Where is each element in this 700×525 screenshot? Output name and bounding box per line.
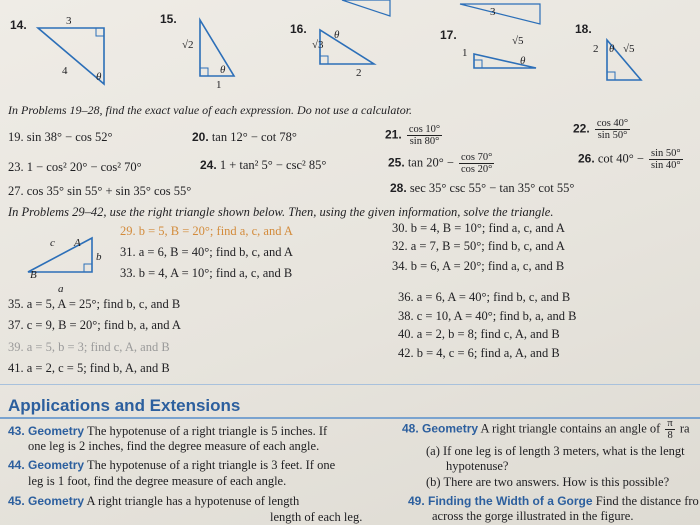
problem-48 bbox=[402, 418, 690, 441]
problem-45-line2: length of each leg. bbox=[270, 510, 363, 524]
angle-label-A: A bbox=[74, 237, 81, 249]
problem-expression: 1 + tan² 5° − csc² 85° bbox=[219, 158, 327, 172]
problem-39: 39. a = 5, b = 3; find c, A, and B bbox=[8, 340, 170, 354]
figure-16 bbox=[290, 0, 400, 85]
problem-expression: cot 40° − bbox=[597, 151, 644, 166]
problem-23: 23. 1 − cos² 20° − cos² 70° bbox=[8, 160, 142, 174]
figure-number: 17. bbox=[440, 28, 457, 42]
problem-text: The hypotenuse of a right triangle is 5 inches. If bbox=[86, 424, 328, 438]
problem-expression: sec 35° csc 55° − tan 35° cot 55° bbox=[409, 181, 575, 195]
problem-45 bbox=[8, 494, 299, 509]
problem-text: A right triangle has a hypotenuse of length bbox=[86, 494, 300, 508]
problem-26 bbox=[578, 148, 685, 171]
fraction bbox=[665, 418, 674, 441]
problem-22 bbox=[573, 118, 632, 141]
side-label: 2 bbox=[356, 67, 362, 79]
numerator: sin 50° bbox=[651, 148, 681, 159]
instruction-problems-29-42: In Problems 29–42, use the right triangle shown below. Then, using the given information, solve the triangle. bbox=[8, 205, 554, 219]
section-title: Applications and Extensions bbox=[8, 396, 241, 415]
problem-title: 44. Geometry bbox=[8, 458, 85, 472]
triangle-figure-16 bbox=[290, 0, 400, 85]
problem-34: 34. b = 6, A = 20°; find a, c, and B bbox=[392, 259, 565, 273]
problem-25 bbox=[388, 152, 496, 175]
problem-text-end: ra bbox=[679, 421, 690, 436]
problem-43-line2: one leg is 2 inches, find the degree measure of each angle. bbox=[28, 439, 320, 453]
problem-number: 20. bbox=[192, 130, 209, 144]
problem-33: 33. b = 4, A = 10°; find a, c, and B bbox=[120, 266, 293, 280]
problem-number: 28. bbox=[390, 181, 407, 195]
problem-27: 27. cos 35° sin 55° + sin 35° cos 55° bbox=[8, 184, 192, 198]
figure-number: 14. bbox=[10, 18, 27, 32]
section-divider bbox=[0, 384, 700, 385]
problem-20 bbox=[192, 130, 297, 144]
problem-expression: tan 20° − bbox=[407, 155, 454, 170]
angle-label: θ bbox=[520, 55, 526, 67]
side-label: √5 bbox=[512, 35, 524, 47]
angle-label: θ bbox=[96, 71, 102, 83]
numerator: cos 10° bbox=[408, 124, 441, 135]
side-label: 1 bbox=[216, 79, 222, 91]
problem-29: 29. b = 5, B = 20°; find a, c, and A bbox=[120, 224, 293, 238]
side-label: 4 bbox=[62, 65, 68, 77]
figure-number: 16. bbox=[290, 22, 307, 36]
side-label-c: c bbox=[50, 237, 55, 249]
side-label: 2 bbox=[593, 43, 599, 55]
side-label: √3 bbox=[312, 39, 324, 51]
problem-38: 38. c = 10, A = 40°; find b, a, and B bbox=[398, 309, 577, 323]
problem-49-line2: across the gorge illustrated in the figure. bbox=[432, 509, 634, 523]
problem-number: 26. bbox=[578, 151, 595, 166]
angle-label: θ bbox=[609, 43, 615, 55]
problem-35: 35. a = 5, A = 25°; find b, c, and B bbox=[8, 297, 181, 311]
denominator: 8 bbox=[667, 430, 673, 441]
denominator: sin 40° bbox=[651, 160, 681, 171]
problem-28 bbox=[390, 181, 574, 195]
instruction-problems-19-28: In Problems 19–28, find the exact value of each expression. Do not use a calculator. bbox=[8, 103, 413, 117]
side-label: 3 bbox=[66, 15, 72, 27]
side-label: √5 bbox=[623, 43, 635, 55]
problem-text: The hypotenuse of a right triangle is 3 feet. If one bbox=[86, 458, 336, 472]
problem-text: Find the distance fro bbox=[595, 494, 699, 508]
problem-43 bbox=[8, 424, 327, 439]
problem-42: 42. b = 4, c = 6; find a, A, and B bbox=[398, 346, 560, 360]
numerator: π bbox=[667, 418, 673, 429]
problem-30: 30. b = 4, B = 10°; find a, c, and A bbox=[392, 221, 565, 235]
fraction bbox=[649, 148, 683, 171]
problem-title: 43. Geometry bbox=[8, 424, 85, 438]
side-label-b: b bbox=[96, 251, 102, 263]
problem-49 bbox=[408, 494, 699, 509]
problem-41: 41. a = 2, c = 5; find b, A, and B bbox=[8, 361, 170, 375]
side-label: √2 bbox=[182, 39, 194, 51]
figure-18 bbox=[575, 18, 685, 98]
fraction bbox=[407, 124, 442, 147]
problem-number: 21. bbox=[385, 127, 402, 142]
problem-number: 24. bbox=[200, 158, 217, 172]
problem-text: A right triangle contains an angle of bbox=[480, 421, 661, 436]
problem-title: 45. Geometry bbox=[8, 494, 85, 508]
denominator: sin 50° bbox=[597, 130, 628, 141]
problem-24 bbox=[200, 158, 326, 172]
problem-48a: (a) If one leg is of length 3 meters, what is the lengt bbox=[426, 444, 685, 458]
problem-44 bbox=[8, 458, 335, 473]
problem-number: 22. bbox=[573, 121, 590, 136]
figure-number: 15. bbox=[160, 12, 177, 26]
fraction bbox=[459, 152, 494, 175]
problem-19: 19. sin 38° − cos 52° bbox=[8, 130, 113, 144]
problem-31: 31. a = 6, B = 40°; find b, c, and A bbox=[120, 245, 293, 259]
fraction bbox=[595, 118, 630, 141]
angle-label: θ bbox=[220, 64, 226, 76]
side-label: 3 bbox=[490, 6, 496, 18]
numerator: cos 70° bbox=[461, 152, 493, 163]
problem-32: 32. a = 7, B = 50°; find b, c, and A bbox=[392, 239, 565, 253]
problem-36: 36. a = 6, A = 40°; find b, c, and B bbox=[398, 290, 571, 304]
problem-expression: tan 12° − cot 78° bbox=[211, 130, 297, 144]
figure-number: 18. bbox=[575, 22, 592, 36]
side-label: 1 bbox=[462, 47, 468, 59]
denominator: sin 80° bbox=[409, 136, 440, 147]
problem-44-line2: leg is 1 foot, find the degree measure of each angle. bbox=[28, 474, 287, 488]
problem-48a-line2: hypotenuse? bbox=[446, 459, 509, 473]
problem-48b: (b) There are two answers. How is this possible? bbox=[426, 475, 670, 489]
figure-15 bbox=[160, 8, 250, 93]
problem-40: 40. a = 2, b = 8; find c, A, and B bbox=[398, 327, 560, 341]
reference-triangle bbox=[22, 226, 102, 296]
problem-title: 48. Geometry bbox=[402, 421, 479, 436]
problem-title: 49. Finding the Width of a Gorge bbox=[408, 494, 593, 508]
denominator: cos 20° bbox=[461, 164, 493, 175]
problem-37: 37. c = 9, B = 20°; find b, a, and A bbox=[8, 318, 181, 332]
problem-21 bbox=[385, 124, 444, 147]
angle-label-B: B bbox=[30, 269, 37, 281]
figure-14 bbox=[10, 14, 120, 89]
numerator: cos 40° bbox=[596, 118, 629, 129]
side-label-a: a bbox=[58, 283, 64, 295]
angle-label: θ bbox=[334, 29, 340, 41]
figure-17 bbox=[440, 4, 550, 84]
problem-number: 25. bbox=[388, 155, 405, 170]
